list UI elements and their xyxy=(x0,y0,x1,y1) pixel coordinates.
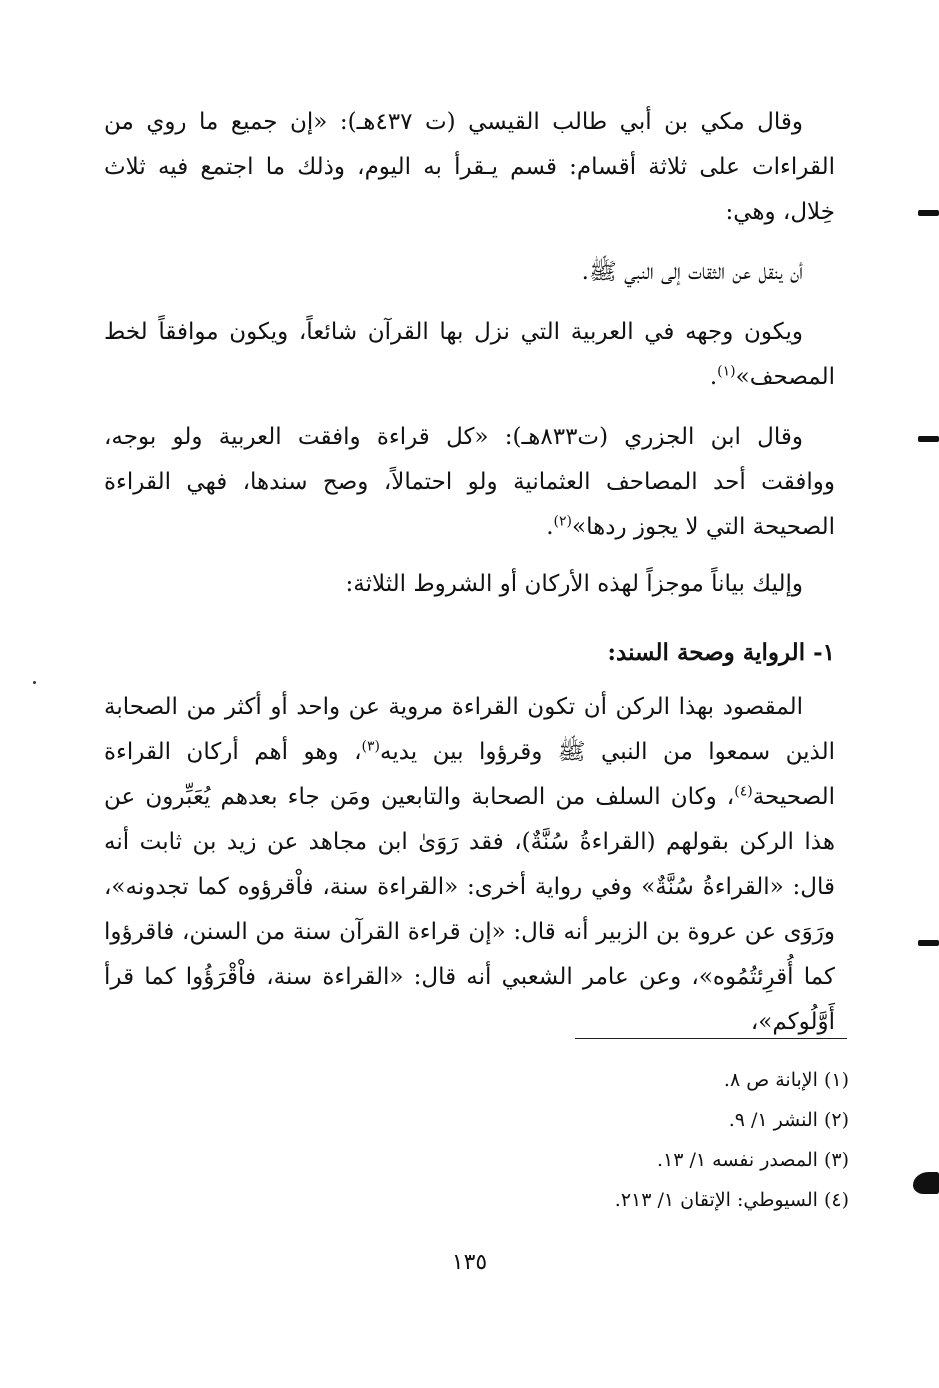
footnote-4: (٤) السيوطي: الإتقان ١/ ٢١٣. xyxy=(614,1189,849,1211)
footnote-ref-2: (٢) xyxy=(553,513,573,530)
paragraph-narration-part-c: ، وكان السلف من الصحابة والتابعين ومَن جاء بعدهم يُعَبِّرون عن هذا الركن بقولهم (القراءةُ سُنَّةٌ)، فقد رَوَىٰ ابن مجاهد عن زيد بن ثابت أنه قال: «القراءةُ سُنَّةٌ» وفي رواية أخرى: «القراءة سنة، فاْقرؤوه كما تجدونه»، ورَوَى عن عروة بن الزبير أنه قال: «إن قراءة القرآن سنة من السنن، فاقرؤوا كما أُقرِئتُمُوه»، وعن عامر الشعبي أنه قال: «القراءة سنة، فاْقْرَؤُوا كما قرأ أَوَّلُوكم»، xyxy=(104,784,835,1035)
paragraph-jazari-body xyxy=(104,415,835,550)
paragraph-narration-explained xyxy=(104,685,835,1045)
footnote-3: (٣) المصدر نفسه ١/ ١٣. xyxy=(656,1149,849,1171)
paragraph-jazari-end: . xyxy=(546,514,554,540)
scan-speck xyxy=(33,681,36,684)
footnote-ref-4: (٤) xyxy=(734,783,753,800)
paragraph-narration-part-a: المقصود بهذا الركن أن تكون القراءة مروية عن واحد أو أكثر من الصحابة الذين سمعوا من النبي ﷺ وقرؤوا بين يديه xyxy=(104,694,835,765)
paragraph-jazari-quote xyxy=(104,415,835,550)
paragraph-intro-conditions xyxy=(104,562,835,607)
footnote-2: (٢) النشر ١/ ٩. xyxy=(728,1109,849,1131)
margin-scan-mark xyxy=(918,940,939,946)
paragraph-second-condition-text: ويكون وجهه في العربية التي نزل بها القرآن شائعاً، ويكون موافقاً لخط المصحف» xyxy=(104,319,835,390)
page-number: ١٣٥ xyxy=(451,1250,488,1275)
paragraph-narration-body xyxy=(104,685,835,1045)
footnote-divider xyxy=(575,1038,847,1039)
paragraph-second-condition-body xyxy=(104,310,835,400)
footnote-ref-3: (٣) xyxy=(361,738,380,755)
paragraph-first-condition xyxy=(104,250,835,295)
paragraph-intro-conditions-text: وإليك بياناً موجزاً لهذه الأركان أو الشروط الثلاثة: xyxy=(345,571,803,597)
margin-scan-mark xyxy=(918,436,939,442)
paragraph-makki-quote xyxy=(104,100,835,235)
section-heading: ١- الرواية وصحة السند: xyxy=(607,639,835,666)
footnote-1: (١) الإبانة ص ٨. xyxy=(723,1069,849,1091)
footnote-ref-1: (١) xyxy=(717,363,736,380)
paragraph-jazari-text: وقال ابن الجزري (ت٨٣٣هـ): «كل قراءة وافقت العربية ولو بوجه، ووافقت أحد المصاحف العثمانية ولو احتمالاً، وصح سندها، فهي القراءة الصحيحة التي لا يجوز ردها» xyxy=(104,424,835,540)
paragraph-second-condition-end: . xyxy=(709,364,718,390)
paragraph-narration-part-b: ، وهو أهم أركان القراءة الصحيحة xyxy=(104,739,835,810)
paragraph-second-condition xyxy=(104,310,835,400)
paragraph-makki-text: وقال مكي بن أبي طالب القيسي (ت ٤٣٧هـ): «إن جميع ما روي من القراءات على ثلاثة أقسام: قسم يـقرأ به اليوم، وذلك ما اجتمع فيه ثلاث خِلال، وهي: xyxy=(104,109,835,225)
paragraph-first-condition-text: أن ينقل عن الثقات إلى النبي ﷺ. xyxy=(581,259,803,285)
margin-scan-mark xyxy=(918,210,939,216)
margin-scan-blob xyxy=(913,1172,939,1194)
